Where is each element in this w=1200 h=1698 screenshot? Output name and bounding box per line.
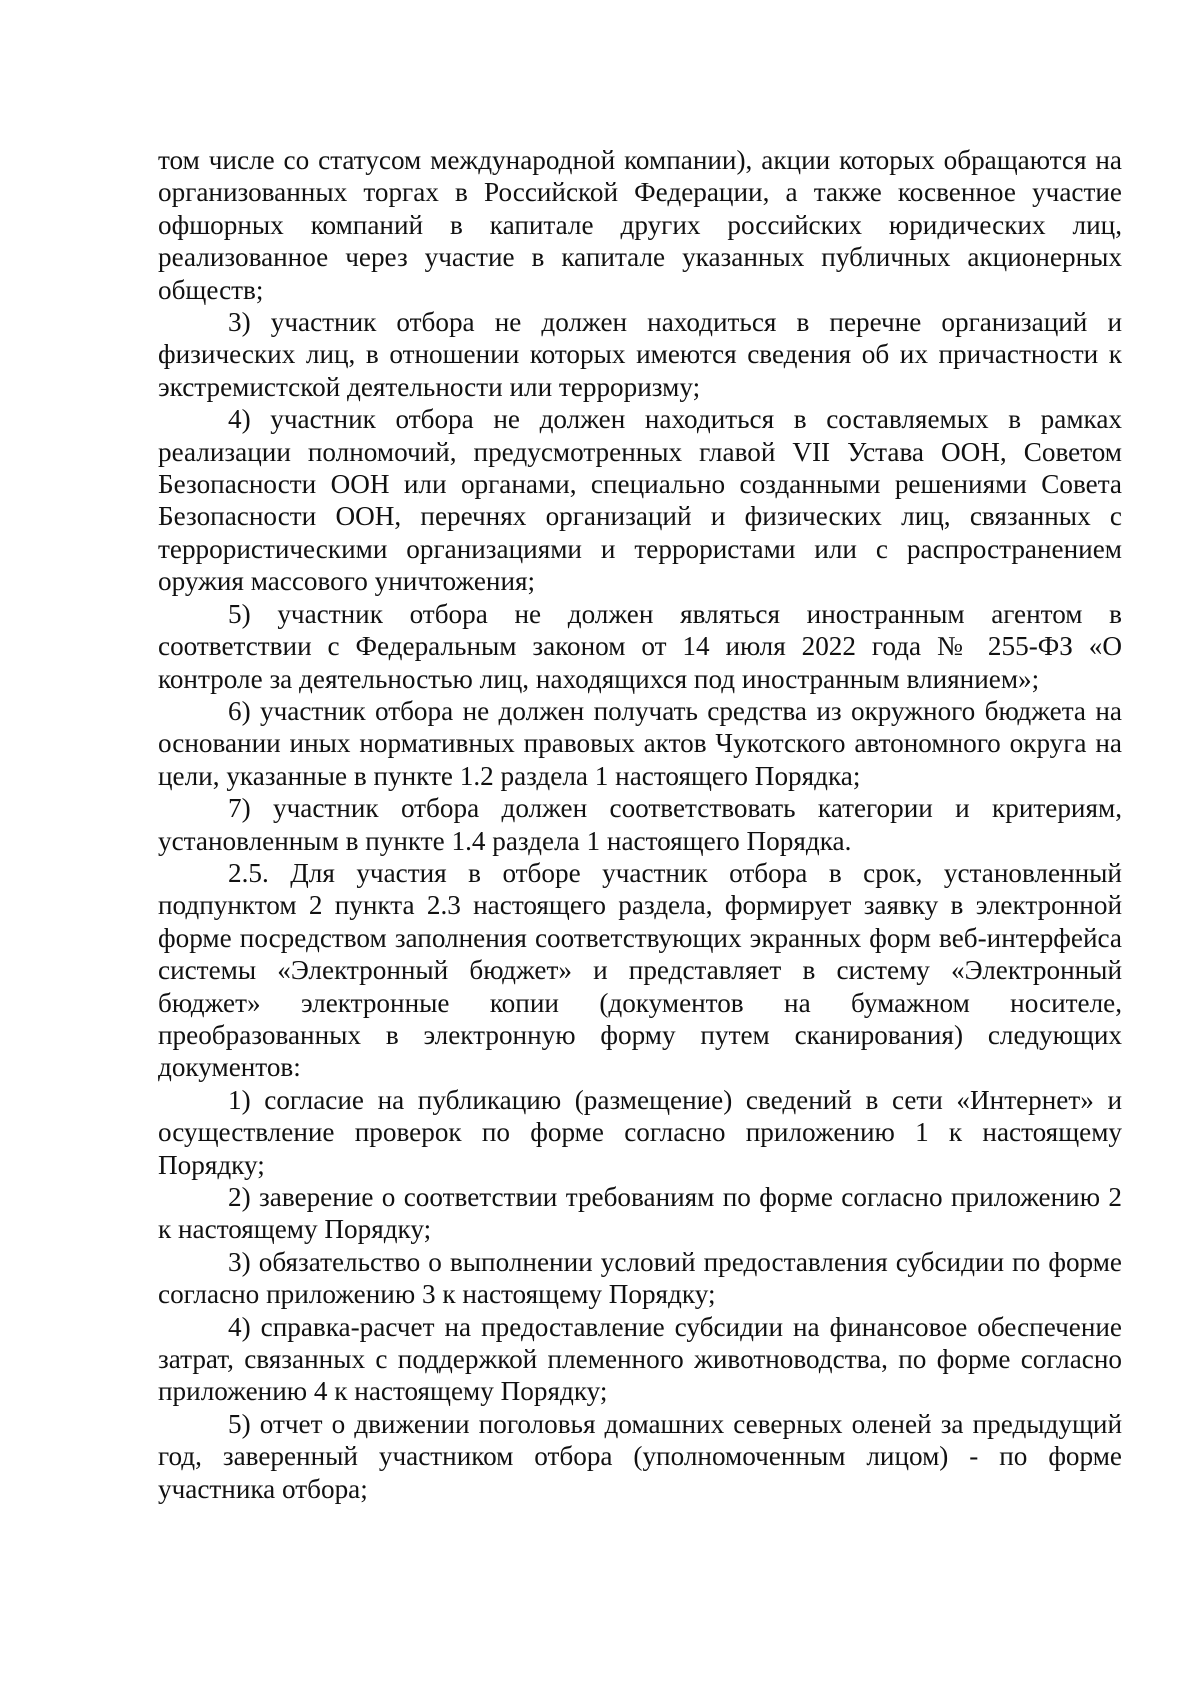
paragraph-item-4-un-sanctions-list: 4) участник отбора не должен находиться в составляемых в рамках реализации полномочий, предусмотренных главой VII Устава ООН, Советом Безопасности ООН или органами, специально созданными решениями Совета Безопасности ООН, перечнях организаций и физических лиц, связанных с террористическими организациями и террористами или с распространением оружия массового уничтожения; — [158, 404, 1122, 597]
paragraph-doc-2-assurance: 2) заверение о соответствии требованиям по форме согласно приложению 2 к настоящему Порядку; — [158, 1182, 1122, 1245]
paragraph-item-5-foreign-agent: 5) участник отбора не должен являться иностранным агентом в соответствии с Федеральным законом от 14 июля 2022 года № 255-ФЗ «О контроле за деятельностью лиц, находящихся под иностранным влиянием»; — [158, 598, 1122, 694]
paragraph-doc-3-obligation: 3) обязательство о выполнении условий предоставления субсидии по форме согласно приложению 3 к настоящему Порядку; — [158, 1246, 1122, 1310]
paragraph-doc-5-reindeer-report: 5) отчет о движении поголовья домашних северных оленей за предыдущий год, заверенный участником отбора (уполномоченным лицом) - по форме участника отбора; — [158, 1408, 1122, 1504]
document-body — [158, 144, 1122, 1505]
paragraph-item-7-criteria: 7) участник отбора должен соответствовать категории и критериям, установленным в пункте 1.4 раздела 1 настоящего Порядка. — [158, 793, 1122, 856]
paragraph-section-2-5: 2.5. Для участия в отборе участник отбора в срок, установленный подпунктом 2 пункта 2.3 настоящего раздела, формирует заявку в электронной форме посредством заполнения соответствующих экранных форм веб-интерфейса системы «Электронный бюджет» и представляет в систему «Электронный бюджет» электронные копии (документов на бумажном носителе, преобразованных в электронную форму путем сканирования) следующих документов: — [158, 857, 1122, 1083]
paragraph-item-3-extremism-list: 3) участник отбора не должен находиться в перечне организаций и физических лиц, в отношении которых имеются сведения об их причастности к экстремистской деятельности или терроризму; — [158, 307, 1122, 402]
paragraph-doc-4-calculation: 4) справка-расчет на предоставление субсидии на финансовое обеспечение затрат, связанных с поддержкой племенного животноводства, по форме согласно приложению 4 к настоящему Порядку; — [158, 1311, 1122, 1407]
paragraph-doc-1-consent: 1) согласие на публикацию (размещение) сведений в сети «Интернет» и осуществление проверок по форме согласно приложению 1 к настоящему Порядку; — [158, 1084, 1122, 1180]
paragraph-item-6-district-budget: 6) участник отбора не должен получать средства из окружного бюджета на основании иных нормативных правовых актов Чукотского автономного округа на цели, указанные в пункте 1.2 раздела 1 настоящего Порядка; — [158, 695, 1122, 791]
paragraph-offshore-continuation: том числе со статусом международной компании), акции которых обращаются на организованных торгах в Российской Федерации, а также косвенное участие офшорных компаний в капитале других российских юридических лиц, реализованное через участие в капитале указанных публичных акционерных обществ; — [158, 145, 1122, 305]
